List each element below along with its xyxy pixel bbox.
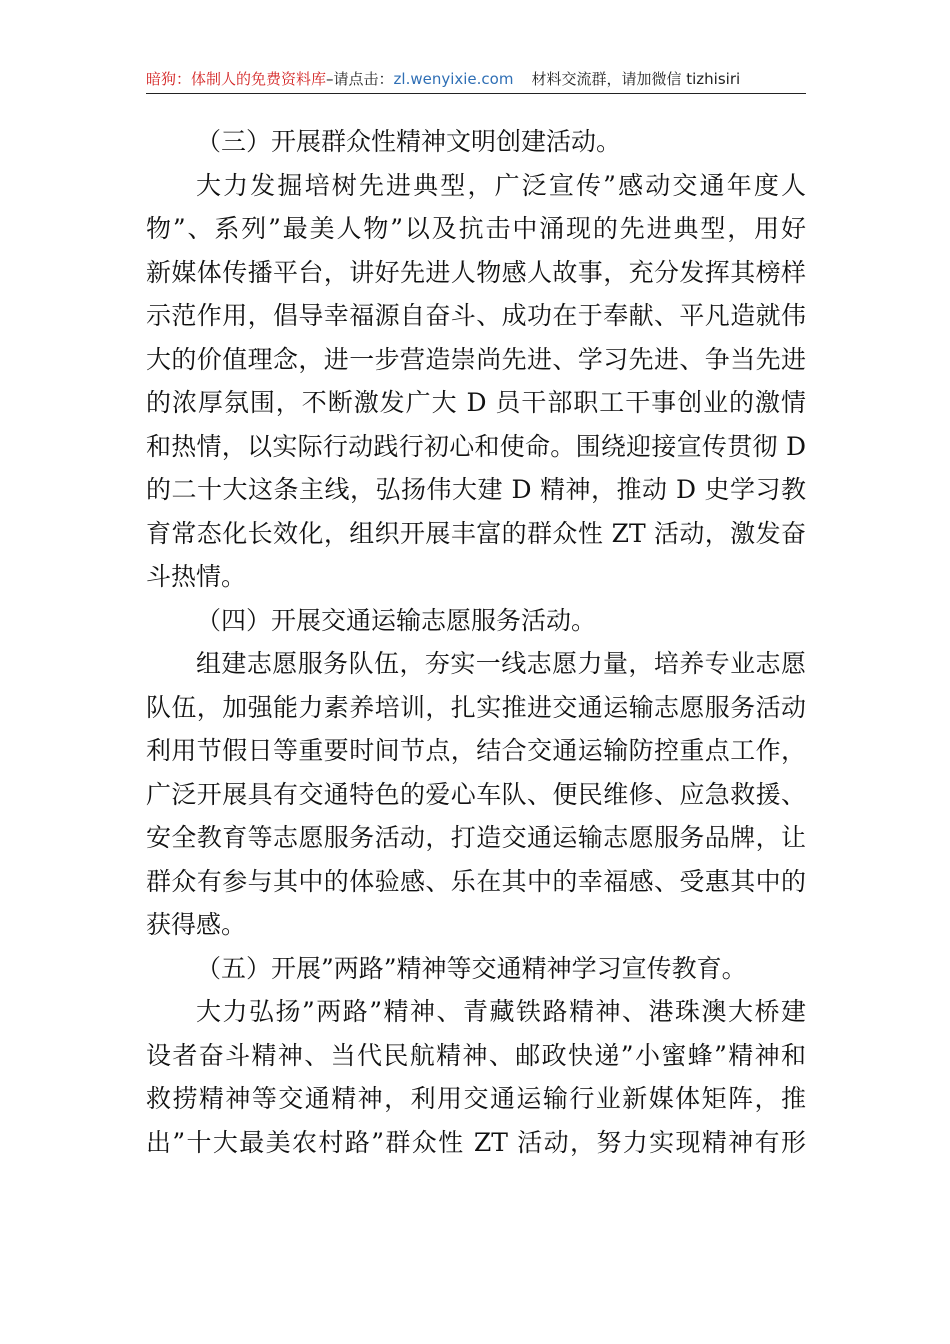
- paragraph-line: 出”十大最美农村路”群众性 ZT 活动，努力实现精神有形: [146, 1127, 806, 1157]
- paragraph-line: 斗热情。: [146, 562, 247, 591]
- section-heading-3: （三）开展群众性精神文明创建活动。: [196, 127, 622, 156]
- paragraph-line: 队伍，加强能力素养培训，扎实推进交通运输志愿服务活动: [146, 692, 806, 722]
- section-heading-4: （四）开展交通运输志愿服务活动。: [196, 605, 597, 635]
- paragraph-line: 新媒体传播平台，讲好先进人物感人故事，充分发挥其榜样: [146, 257, 806, 287]
- paragraph-line: 示范作用，倡导幸福源自奋斗、成功在于奉献、平凡造就伟: [146, 301, 806, 330]
- paragraph-line: 的浓厚氛围，不断激发广大 D 员干部职工干事创业的激情: [146, 388, 806, 417]
- page-header: [146, 68, 806, 90]
- header-site-name: 暗狗：体制人的免费资料库: [146, 70, 327, 88]
- paragraph-line: 安全教育等志愿服务活动，打造交通运输志愿服务品牌，让: [146, 823, 806, 852]
- paragraph-line: 大力发掘培树先进典型，广泛宣传”感动交通年度人: [196, 170, 806, 200]
- paragraph-line: 利用节假日等重要时间节点，结合交通运输防控重点工作，: [146, 736, 806, 765]
- paragraph-line: 救捞精神等交通精神，利用交通运输行业新媒体矩阵，推: [146, 1084, 806, 1113]
- document-body: [146, 120, 806, 1164]
- section-heading-5: （五）开展”两路”精神等交通精神学习宣传教育。: [196, 953, 747, 983]
- paragraph-line: 和热情，以实际行动践行初心和使命。围绕迎接宣传贯彻 D: [146, 431, 806, 461]
- header-divider: [146, 93, 806, 94]
- paragraph-line: 组建志愿服务队伍，夯实一线志愿力量，培养专业志愿: [196, 649, 806, 678]
- paragraph-line: 物”、系列”最美人物”以及抗击中涌现的先进典型，用好: [146, 214, 806, 243]
- header-group-info: 材料交流群，请加微信 tizhisiri: [531, 70, 741, 88]
- paragraph-line: 的二十大这条主线，弘扬伟大建 D 精神，推动 D 史学习教: [146, 475, 806, 504]
- paragraph-line: 大的价值理念，进一步营造崇尚先进、学习先进、争当先进: [146, 344, 806, 374]
- paragraph-line: 设者奋斗精神、当代民航精神、邮政快递”小蜜蜂”精神和: [146, 1040, 806, 1070]
- paragraph-line: 育常态化长效化，组织开展丰富的群众性 ZT 活动，激发奋: [146, 518, 806, 548]
- header-click-prompt: –请点击：: [326, 70, 394, 88]
- header-link[interactable]: zl.wenyixie.com: [393, 70, 514, 88]
- paragraph-line: 获得感。: [146, 910, 247, 939]
- paragraph-line: 广泛开展具有交通特色的爱心车队、便民维修、应急救援、: [146, 779, 806, 809]
- paragraph-line: 群众有参与其中的体验感、乐在其中的幸福感、受惠其中的: [146, 866, 806, 896]
- paragraph-line: 大力弘扬”两路”精神、青藏铁路精神、港珠澳大桥建: [196, 997, 806, 1026]
